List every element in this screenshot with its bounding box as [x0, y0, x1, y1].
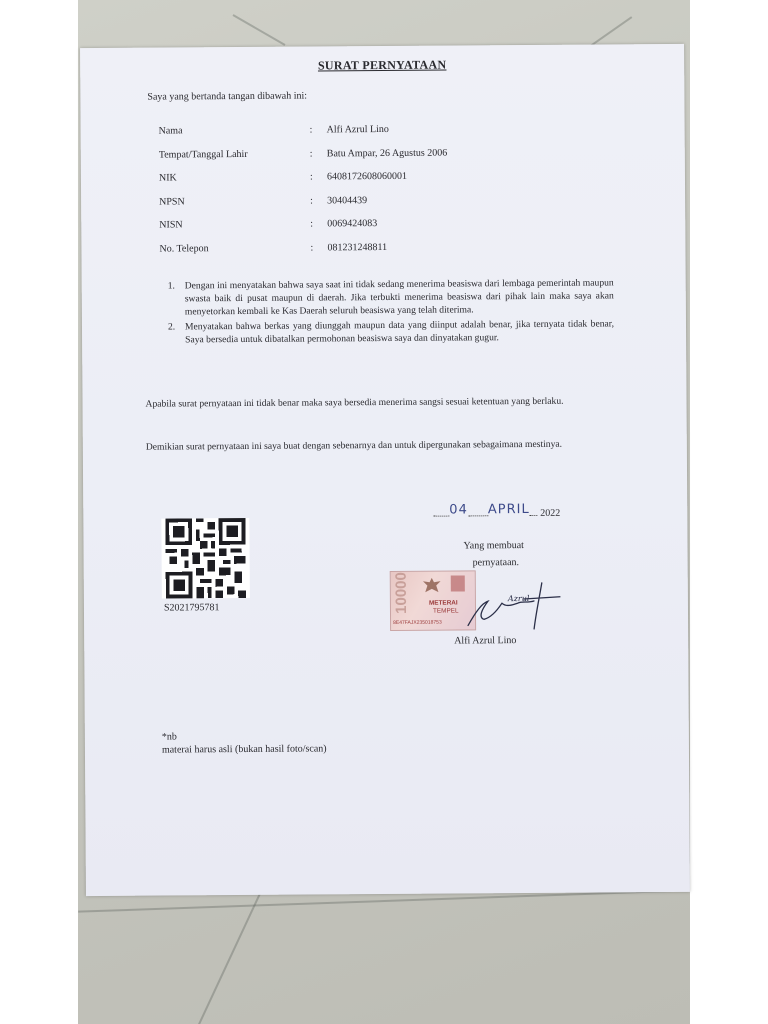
tile-seam [233, 14, 286, 46]
field-colon: : [309, 124, 313, 136]
signing-date [433, 501, 561, 521]
field-colon: : [309, 147, 313, 160]
date-month: APRIL [487, 501, 530, 518]
field-value: Batu Ampar, 26 Agustus 2006 [326, 147, 448, 159]
sanction-paragraph: Apabila surat pernyataan ini tidak benar maka saya bersedia menerima sangsi sesuai ketentuan yang berlaku. [145, 395, 564, 410]
field-value: 6408172608060001 [326, 170, 407, 183]
document-title: SURAT PERNYATAAN [317, 57, 447, 73]
point-number: 1. [167, 280, 175, 292]
field-colon: : [310, 194, 313, 207]
point-text: Dengan ini menyatakan bahwa saya saat ini tidak sedang menerima beasiswa dari lembaga pemerintah maupun swasta baik di pusat maupun di daerah. Jika terbukti menerima beasiswa dari pihak lain maka saya akan menyetorkan kembali ke Kas Daerah seluruh beasiswa yang telah diterima. [184, 277, 614, 318]
footnote-mark: *nb [161, 731, 177, 743]
statement-point [168, 276, 614, 319]
footnote [162, 729, 327, 756]
field-label: NPSN [159, 195, 185, 208]
point-number: 2. [167, 321, 176, 333]
statement-point [168, 317, 614, 347]
date-day: 04 [449, 502, 468, 518]
field-value: 081231248811 [327, 241, 388, 253]
statement-label: pernyataan. [472, 557, 520, 569]
maker-label: Yang membuat [463, 540, 524, 552]
statement-points [168, 276, 614, 347]
handwritten-signature [462, 573, 562, 634]
qr-code-icon [161, 518, 250, 599]
field-value: 0069424083 [327, 218, 378, 230]
stamp-serial: 8E47FAJX235018753 [393, 619, 442, 626]
footnote-text: materai harus asli (bukan hasil foto/scan) [161, 743, 327, 756]
field-colon: : [310, 218, 314, 230]
field-value: Alfi Azrul Lino [326, 123, 389, 136]
document-paper [80, 44, 690, 896]
intro-text: Saya yang bertanda tangan dibawah ini: [147, 90, 308, 103]
point-text: Menyatakan bahwa berkas yang diunggah maupun data yang diinput adalah benar, jika ternyata tidak benar, Saya bersedia untuk dibatalkan permohonan beasiswa saya dan dinyatakan gugur. [184, 318, 615, 346]
field-colon: : [310, 241, 314, 254]
field-value: 30404439 [327, 194, 368, 206]
field-label: Nama [158, 125, 183, 137]
identity-fields [158, 123, 448, 267]
stamp-value: 10000 [392, 572, 411, 614]
date-year: 2022 [540, 507, 561, 519]
closing-paragraph: Demikian surat pernyataan ini saya buat dengan sebenarnya dan untuk dipergunakan sebagaimana mestinya. [145, 438, 563, 453]
field-label: NISN [159, 219, 183, 231]
stamp-label-2: TEMPEL [432, 607, 459, 615]
field-colon: : [309, 171, 313, 183]
stamp-label: METERAI [428, 599, 458, 607]
field-label: No. Telepon [159, 242, 209, 255]
signature-text: Azrul [507, 593, 530, 604]
qr-code-number: S2021795781 [163, 602, 220, 614]
field-label: Tempat/Tanggal Lahir [158, 148, 248, 161]
field-label: NIK [158, 172, 177, 184]
garuda-icon [421, 576, 443, 598]
signer-name: Alfi Azrul Lino [454, 635, 517, 647]
